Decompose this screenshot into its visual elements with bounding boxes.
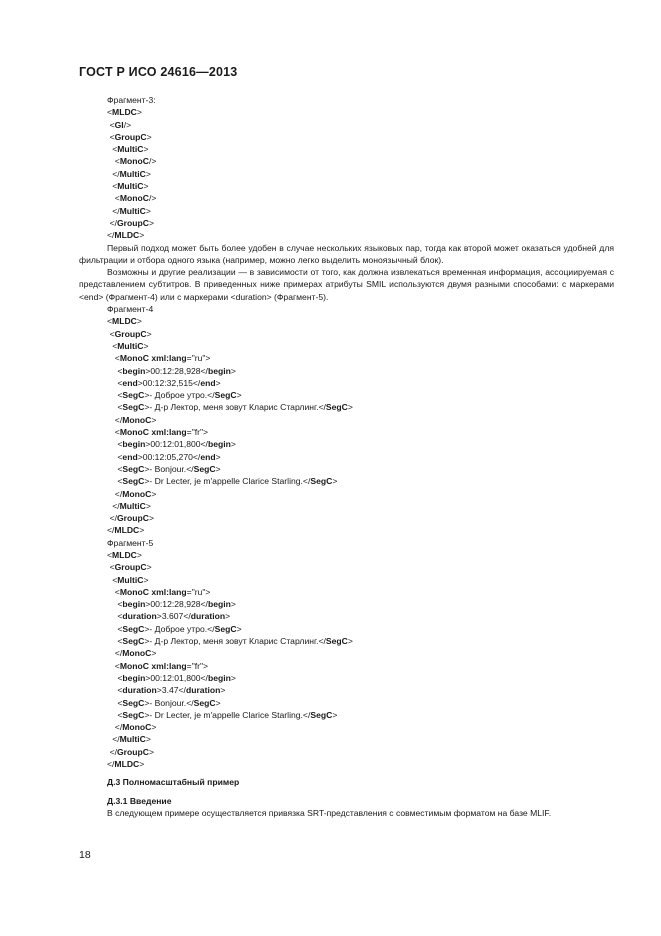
code-tag-name: MultiC xyxy=(117,574,144,585)
paragraphs-block-1 xyxy=(79,242,614,303)
code-tag-name: MultiC xyxy=(117,340,144,351)
code-text: < xyxy=(117,697,123,708)
code-tag-name: MultiC xyxy=(119,500,146,511)
code-line xyxy=(79,315,614,327)
code-text: > xyxy=(143,181,149,192)
code-text: >00:12:28,928</ xyxy=(145,599,208,610)
code-line xyxy=(79,377,614,389)
code-line xyxy=(79,229,614,241)
code-line xyxy=(79,463,614,475)
code-text: < xyxy=(117,390,123,401)
code-tag-name: GI xyxy=(114,119,124,130)
code-text: > xyxy=(151,488,157,499)
code-tag-name: MultiC xyxy=(119,734,146,745)
code-text: > xyxy=(230,672,236,683)
code-line xyxy=(79,143,614,155)
code-tag-name: GroupC xyxy=(117,746,149,757)
code-text: < xyxy=(109,328,115,339)
code-line xyxy=(79,672,614,684)
page-number: 18 xyxy=(79,849,91,861)
code-text: </ xyxy=(114,414,123,425)
code-line xyxy=(79,697,614,709)
code-text: > xyxy=(151,648,157,659)
code-text: < xyxy=(114,427,120,438)
code-text: < xyxy=(117,377,123,388)
code-tag-name: SegC xyxy=(310,476,333,487)
code-tag-name: SegC xyxy=(122,709,145,720)
code-text: >00:12:01,800</ xyxy=(145,439,208,450)
code-tag-name: MonoC xml:lang xyxy=(119,660,187,671)
code-tag-name: SegC xyxy=(214,390,237,401)
code-tag-name: duration xyxy=(122,685,157,696)
code-line xyxy=(79,217,614,229)
body-paragraph: Возможны и другие реализации — в зависимости от того, как должна извлекаться временная информация, ассоциируемая с представлением субтитров. В приведенных ниже примерах атрибуты SMIL используются двумя разными способами: с маркерами <end> (Фрагмент-4) или с маркерами <duration> (Фрагмент-5). xyxy=(79,267,614,302)
code-text: > xyxy=(215,451,221,462)
code-tag-name: MonoC xyxy=(122,722,152,733)
code-tag-name: MLDC xyxy=(112,107,137,118)
code-line xyxy=(79,192,614,204)
code-tag-name: GroupC xyxy=(117,217,149,228)
section-title: Д.3 Полномасштабный пример xyxy=(107,777,240,788)
code-text: /> xyxy=(148,156,157,167)
code-line xyxy=(79,733,614,745)
code-tag-name: begin xyxy=(122,599,146,610)
code-text: >- Bonjour.</ xyxy=(144,463,194,474)
code-text: < xyxy=(117,685,123,696)
code-line xyxy=(79,746,614,758)
code-tag-name: SegC xyxy=(310,709,333,720)
code-text: > xyxy=(225,611,231,622)
code-line xyxy=(79,365,614,377)
code-text: < xyxy=(114,193,120,204)
code-line xyxy=(79,328,614,340)
code-line xyxy=(79,561,614,573)
code-tag-name: MLDC xyxy=(112,549,137,560)
code-text: < xyxy=(114,353,120,364)
code-text: > xyxy=(143,340,149,351)
code-text: ="fr"> xyxy=(186,427,209,438)
code-text: > xyxy=(139,230,145,241)
code-text: < xyxy=(114,156,120,167)
code-line xyxy=(79,180,614,192)
code-line xyxy=(79,205,614,217)
code-tag-name: MultiC xyxy=(117,181,144,192)
code-tag-name: duration xyxy=(185,685,221,696)
code-text: < xyxy=(117,451,123,462)
code-text: </ xyxy=(109,513,117,524)
code-text: > xyxy=(151,414,157,425)
code-tag-name: begin xyxy=(207,599,231,610)
code-text: >- Dr Lecter, je m'appelle Clarice Starling.</ xyxy=(144,476,311,487)
code-tag-name: SegC xyxy=(122,390,145,401)
code-text: > xyxy=(145,205,151,216)
code-text: </ xyxy=(112,205,120,216)
code-tag-name: MonoC xyxy=(122,648,152,659)
code-line xyxy=(79,684,614,696)
code-tag-name: MLDC xyxy=(112,316,137,327)
code-line xyxy=(79,389,614,401)
code-tag-name: SegC xyxy=(193,697,216,708)
code-text: > xyxy=(136,316,142,327)
fragment-3-label: Фрагмент-3: xyxy=(107,95,156,105)
code-line xyxy=(79,131,614,143)
code-text: ="ru"> xyxy=(186,586,211,597)
code-text: < xyxy=(112,144,118,155)
code-line xyxy=(79,709,614,721)
code-tag-name: GroupC xyxy=(114,562,147,573)
code-line xyxy=(79,623,614,635)
code-line xyxy=(79,610,614,622)
code-tag-name: SegC xyxy=(122,697,145,708)
fragment-4-label: Фрагмент-4 xyxy=(107,304,154,315)
code-text: > xyxy=(146,131,152,142)
code-tag-name: MonoC xyxy=(122,488,152,499)
code-text: </ xyxy=(109,217,117,228)
code-line xyxy=(79,500,614,512)
body-paragraph: Первый подход может быть более удобен в случае нескольких языковых пар, тогда как второй может оказаться удобней для фильтрации и отбора одного языка (например, можно легко выделить моноязычный блок). xyxy=(79,242,614,265)
code-line xyxy=(79,647,614,659)
code-tag-name: SegC xyxy=(122,623,145,634)
code-line xyxy=(79,352,614,364)
code-line xyxy=(79,758,614,770)
code-tag-name: begin xyxy=(207,672,231,683)
code-text: >3.47</ xyxy=(156,685,186,696)
code-text: > xyxy=(332,476,338,487)
code-tag-name: MonoC xyxy=(119,193,149,204)
code-tag-name: MLDC xyxy=(114,230,140,241)
code-text: < xyxy=(117,599,123,610)
code-text: </ xyxy=(112,734,120,745)
code-text: ="fr"> xyxy=(186,660,209,671)
code-tag-name: MultiC xyxy=(119,205,146,216)
code-line xyxy=(79,598,614,610)
code-text: < xyxy=(112,340,118,351)
code-text: < xyxy=(117,365,123,376)
code-text: < xyxy=(117,636,123,647)
code-text: > xyxy=(236,390,242,401)
code-text: > xyxy=(215,697,221,708)
page-header: ГОСТ Р ИСО 24616—2013 xyxy=(79,65,238,79)
fragment-4-code xyxy=(79,315,614,536)
code-text: > xyxy=(136,107,142,118)
code-text: </ xyxy=(114,648,123,659)
code-tag-name: MonoC xyxy=(122,414,152,425)
code-text: < xyxy=(107,107,113,118)
code-tag-name: MonoC xml:lang xyxy=(119,353,187,364)
code-text: < xyxy=(117,402,123,413)
code-tag-name: MonoC xyxy=(119,156,149,167)
code-line xyxy=(79,635,614,647)
code-text: > xyxy=(215,463,221,474)
code-line xyxy=(79,168,614,180)
code-text: > xyxy=(347,636,353,647)
fragment-3-code xyxy=(79,106,614,241)
code-text: > xyxy=(143,574,149,585)
code-tag-name: MonoC xml:lang xyxy=(119,427,187,438)
code-text: > xyxy=(230,365,236,376)
code-text: > xyxy=(230,439,236,450)
code-text: /> xyxy=(148,193,157,204)
code-tag-name: MLDC xyxy=(114,759,140,770)
code-text: > xyxy=(146,562,152,573)
code-text: > xyxy=(220,685,226,696)
code-line xyxy=(79,524,614,536)
code-tag-name: begin xyxy=(122,672,146,683)
code-text: < xyxy=(109,131,115,142)
code-tag-name: MonoC xml:lang xyxy=(119,586,187,597)
code-line xyxy=(79,586,614,598)
code-tag-name: SegC xyxy=(325,636,348,647)
code-tag-name: end xyxy=(200,377,216,388)
code-text: < xyxy=(107,316,113,327)
code-line xyxy=(79,488,614,500)
code-line xyxy=(79,401,614,413)
code-text: </ xyxy=(107,230,115,241)
code-line xyxy=(79,660,614,672)
code-tag-name: MLDC xyxy=(114,525,140,536)
code-text: >3.607</ xyxy=(156,611,191,622)
subsection-title: Д.3.1 Введение xyxy=(107,795,172,806)
code-text: >- Доброе утро.</ xyxy=(144,623,215,634)
code-tag-name: SegC xyxy=(122,636,145,647)
code-text: < xyxy=(114,660,120,671)
code-tag-name: begin xyxy=(207,439,231,450)
code-text: > xyxy=(145,734,151,745)
code-text: >- Dr Lecter, je m'appelle Clarice Starling.</ xyxy=(144,709,311,720)
code-text: > xyxy=(145,168,151,179)
code-line xyxy=(79,549,614,561)
code-text: >00:12:32,515</ xyxy=(137,377,201,388)
code-text: < xyxy=(117,476,123,487)
code-text: > xyxy=(332,709,338,720)
code-text: < xyxy=(117,611,123,622)
code-tag-name: end xyxy=(122,377,138,388)
code-tag-name: begin xyxy=(122,365,146,376)
code-text: >00:12:05,270</ xyxy=(137,451,201,462)
page-content xyxy=(79,94,614,819)
code-text: < xyxy=(112,574,118,585)
code-line xyxy=(79,438,614,450)
code-text: </ xyxy=(114,488,123,499)
code-text: < xyxy=(117,709,123,720)
code-text: </ xyxy=(114,722,123,733)
code-tag-name: SegC xyxy=(193,463,216,474)
code-line xyxy=(79,574,614,586)
code-text: < xyxy=(117,672,123,683)
code-text: >00:12:01,800</ xyxy=(145,672,208,683)
code-text: > xyxy=(148,746,155,757)
code-text: < xyxy=(117,439,123,450)
code-tag-name: end xyxy=(122,451,138,462)
code-text: > xyxy=(148,217,155,228)
code-text: > xyxy=(215,377,221,388)
code-line xyxy=(79,106,614,118)
code-tag-name: duration xyxy=(122,611,157,622)
code-text: < xyxy=(109,119,115,130)
code-line xyxy=(79,119,614,131)
paragraphs-block-2 xyxy=(79,807,614,819)
fragment-5-code xyxy=(79,549,614,770)
code-text: > xyxy=(136,549,142,560)
code-tag-name: GroupC xyxy=(117,513,149,524)
code-text: > xyxy=(347,402,353,413)
code-text: < xyxy=(117,623,123,634)
code-text: < xyxy=(117,463,123,474)
code-tag-name: begin xyxy=(207,365,231,376)
code-line xyxy=(79,475,614,487)
code-text: > xyxy=(143,144,149,155)
code-line xyxy=(79,426,614,438)
body-paragraph: В следующем примере осуществляется привязка SRT-представления с совместимым форматом на базе MLIF. xyxy=(107,807,552,818)
code-text: < xyxy=(114,586,120,597)
code-line xyxy=(79,512,614,524)
code-tag-name: SegC xyxy=(214,623,237,634)
code-text: > xyxy=(236,623,242,634)
code-tag-name: duration xyxy=(190,611,226,622)
code-text: > xyxy=(145,500,151,511)
code-text: < xyxy=(109,562,115,573)
code-line xyxy=(79,451,614,463)
code-tag-name: end xyxy=(200,451,216,462)
code-tag-name: GroupC xyxy=(114,131,147,142)
code-text: > xyxy=(139,525,145,536)
code-text: > xyxy=(146,328,152,339)
code-text: /> xyxy=(123,119,132,130)
code-line xyxy=(79,721,614,733)
code-tag-name: MultiC xyxy=(119,168,146,179)
code-text: </ xyxy=(107,525,115,536)
code-text: >- Доброе утро.</ xyxy=(144,390,215,401)
code-text: ="ru"> xyxy=(186,353,211,364)
code-text: > xyxy=(230,599,236,610)
code-text: < xyxy=(112,181,118,192)
code-text: < xyxy=(107,549,113,560)
code-text: </ xyxy=(112,168,120,179)
code-text: >00:12:28,928</ xyxy=(145,365,208,376)
code-line xyxy=(79,155,614,167)
code-line xyxy=(79,414,614,426)
code-text: >- Д-р Лектор, меня зовут Кларис Старлинг.</ xyxy=(144,402,326,413)
code-text: </ xyxy=(112,500,120,511)
code-tag-name: SegC xyxy=(122,463,145,474)
code-tag-name: SegC xyxy=(122,476,145,487)
code-text: </ xyxy=(109,746,117,757)
code-text: > xyxy=(148,513,155,524)
code-text: >- Д-р Лектор, меня зовут Кларис Старлинг.</ xyxy=(144,636,326,647)
code-tag-name: begin xyxy=(122,439,146,450)
fragment-5-label: Фрагмент-5 xyxy=(107,537,154,548)
code-tag-name: SegC xyxy=(325,402,348,413)
code-text: > xyxy=(139,759,145,770)
code-tag-name: MultiC xyxy=(117,144,144,155)
code-line xyxy=(79,340,614,352)
code-tag-name: GroupC xyxy=(114,328,147,339)
code-tag-name: SegC xyxy=(122,402,145,413)
code-text: </ xyxy=(107,759,115,770)
code-text: > xyxy=(151,722,157,733)
code-text: >- Bonjour.</ xyxy=(144,697,194,708)
